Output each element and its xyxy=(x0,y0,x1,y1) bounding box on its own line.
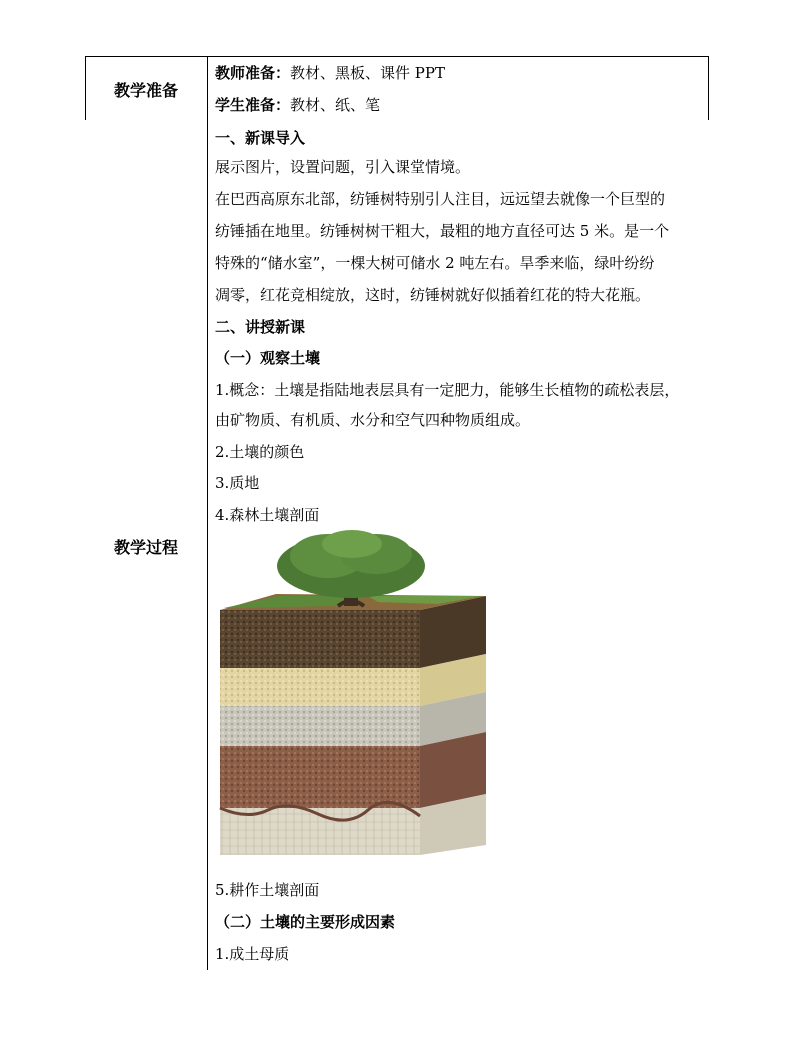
paragraph-line: 展示图片，设置问题，引入课堂情境。 xyxy=(215,158,471,176)
list-item: 1.成土母质 xyxy=(215,945,290,963)
subsection-heading: （一）观察土壤 xyxy=(215,349,321,367)
forest-soil-profile-image xyxy=(218,530,490,855)
student-prep-label: 学生准备： xyxy=(215,96,291,114)
prep-label: 教学准备 xyxy=(114,81,179,100)
paragraph-line: 特殊的“储水室”，一棵大树可储水 2 吨左右。旱季来临，绿叶纷纷 xyxy=(215,254,655,272)
paragraph-line: 由矿物质、有机质、水分和空气四种物质组成。 xyxy=(215,411,531,429)
section-heading: 一、新课导入 xyxy=(215,129,306,147)
paragraph-line: 纺锤插在地里。纺锤树树干粗大，最粗的地方直径可达 5 米。是一个 xyxy=(215,222,670,240)
paragraph-line: 在巴西高原东北部，纺锤树特别引人注目，远远望去就像一个巨型的 xyxy=(215,190,666,208)
teacher-prep-text: 教材、黑板、课件 PPT xyxy=(290,64,445,82)
section-heading: 二、讲授新课 xyxy=(215,318,306,336)
table-column-divider xyxy=(207,56,208,970)
list-item: 2.土壤的颜色 xyxy=(215,443,305,461)
process-label: 教学过程 xyxy=(114,538,179,557)
student-prep-text: 教材、纸、笔 xyxy=(290,96,381,114)
paragraph-line: 1.概念：土壤是指陆地表层具有一定肥力，能够生长植物的疏松表层， xyxy=(215,381,680,399)
subsection-heading: （二）土壤的主要形成因素 xyxy=(215,913,396,931)
list-item: 5.耕作土壤剖面 xyxy=(215,881,320,899)
teacher-prep xyxy=(215,63,445,83)
table-top-border xyxy=(85,56,709,57)
student-prep xyxy=(215,95,380,115)
paragraph-line: 凋零，红花竞相绽放，这时，纺锤树就好似插着红花的特大花瓶。 xyxy=(215,286,651,304)
table-right-border xyxy=(708,56,709,120)
table-left-border xyxy=(85,56,86,120)
list-item: 4.森林土壤剖面 xyxy=(215,506,320,524)
list-item: 3.质地 xyxy=(215,474,260,492)
teacher-prep-label: 教师准备： xyxy=(215,64,291,82)
